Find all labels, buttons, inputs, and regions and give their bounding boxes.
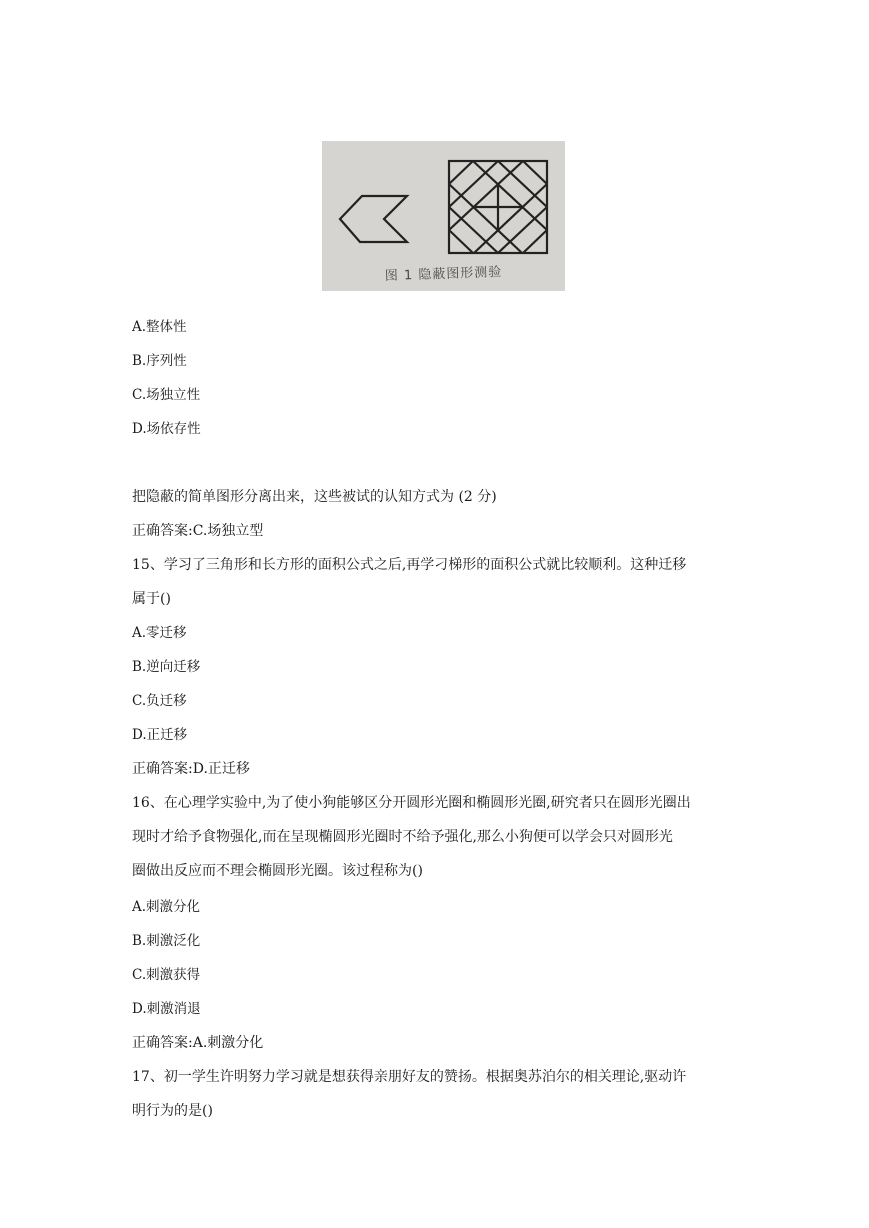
complex-grid-shape	[449, 161, 547, 253]
q15-option-b: B.逆向迁移	[132, 659, 201, 675]
q14-option-d: D.场依存性	[132, 421, 201, 437]
q16-option-c: C.刺激获得	[132, 967, 201, 983]
q15-option-a: A.零迁移	[132, 625, 187, 641]
q16-option-a: A.刺激分化	[132, 899, 201, 915]
q15-answer: 正确答案:D.正迁移	[132, 761, 250, 777]
q16-stem-line-1: 16、在心理学实验中,为了使小狗能够区分开圆形光圈和椭圆形光圈,研究者只在圆形光圈出	[132, 795, 691, 811]
q14-tail-text: 把隐蔽的简单图形分离出来，这些被试的认知方式为 (2 分)	[132, 489, 497, 505]
q17-stem-line-2: 明行为的是()	[132, 1103, 213, 1119]
q16-option-d: D.刺激消退	[132, 1001, 201, 1017]
q16-stem-line-2: 现时才给予食物强化,而在呈现椭圆形光圈时不给予强化,那么小狗便可以学会只对圆形光	[132, 829, 673, 845]
q14-option-c: C.场独立性	[132, 387, 201, 403]
figure-caption: 图 1 隐蔽图形测验	[384, 264, 503, 285]
simple-shape	[340, 196, 407, 242]
q16-stem-line-3: 圈做出反应而不理会椭圆形光圈。该过程称为()	[132, 863, 423, 879]
q16-answer: 正确答案:A.刺激分化	[132, 1035, 264, 1051]
q14-option-b: B.序列性	[132, 353, 187, 369]
q15-option-d: D.正迁移	[132, 727, 188, 743]
q15-option-c: C.负迁移	[132, 693, 187, 709]
hidden-figure-test-image	[322, 141, 565, 291]
q17-stem-line-1: 17、初一学生许明努力学习就是想获得亲朋好友的赞扬。根据奥苏泊尔的相关理论,驱动许	[132, 1069, 687, 1085]
q16-option-b: B.刺激泛化	[132, 933, 201, 949]
q14-option-a: A.整体性	[132, 319, 187, 335]
q15-stem-line-1: 15、学习了三角形和长方形的面积公式之后,再学刁梯形的面积公式就比较顺利。这种迁移	[132, 557, 687, 573]
q14-answer: 正确答案:C.场独立型	[132, 523, 264, 539]
q15-stem-line-2: 属于()	[132, 591, 171, 607]
